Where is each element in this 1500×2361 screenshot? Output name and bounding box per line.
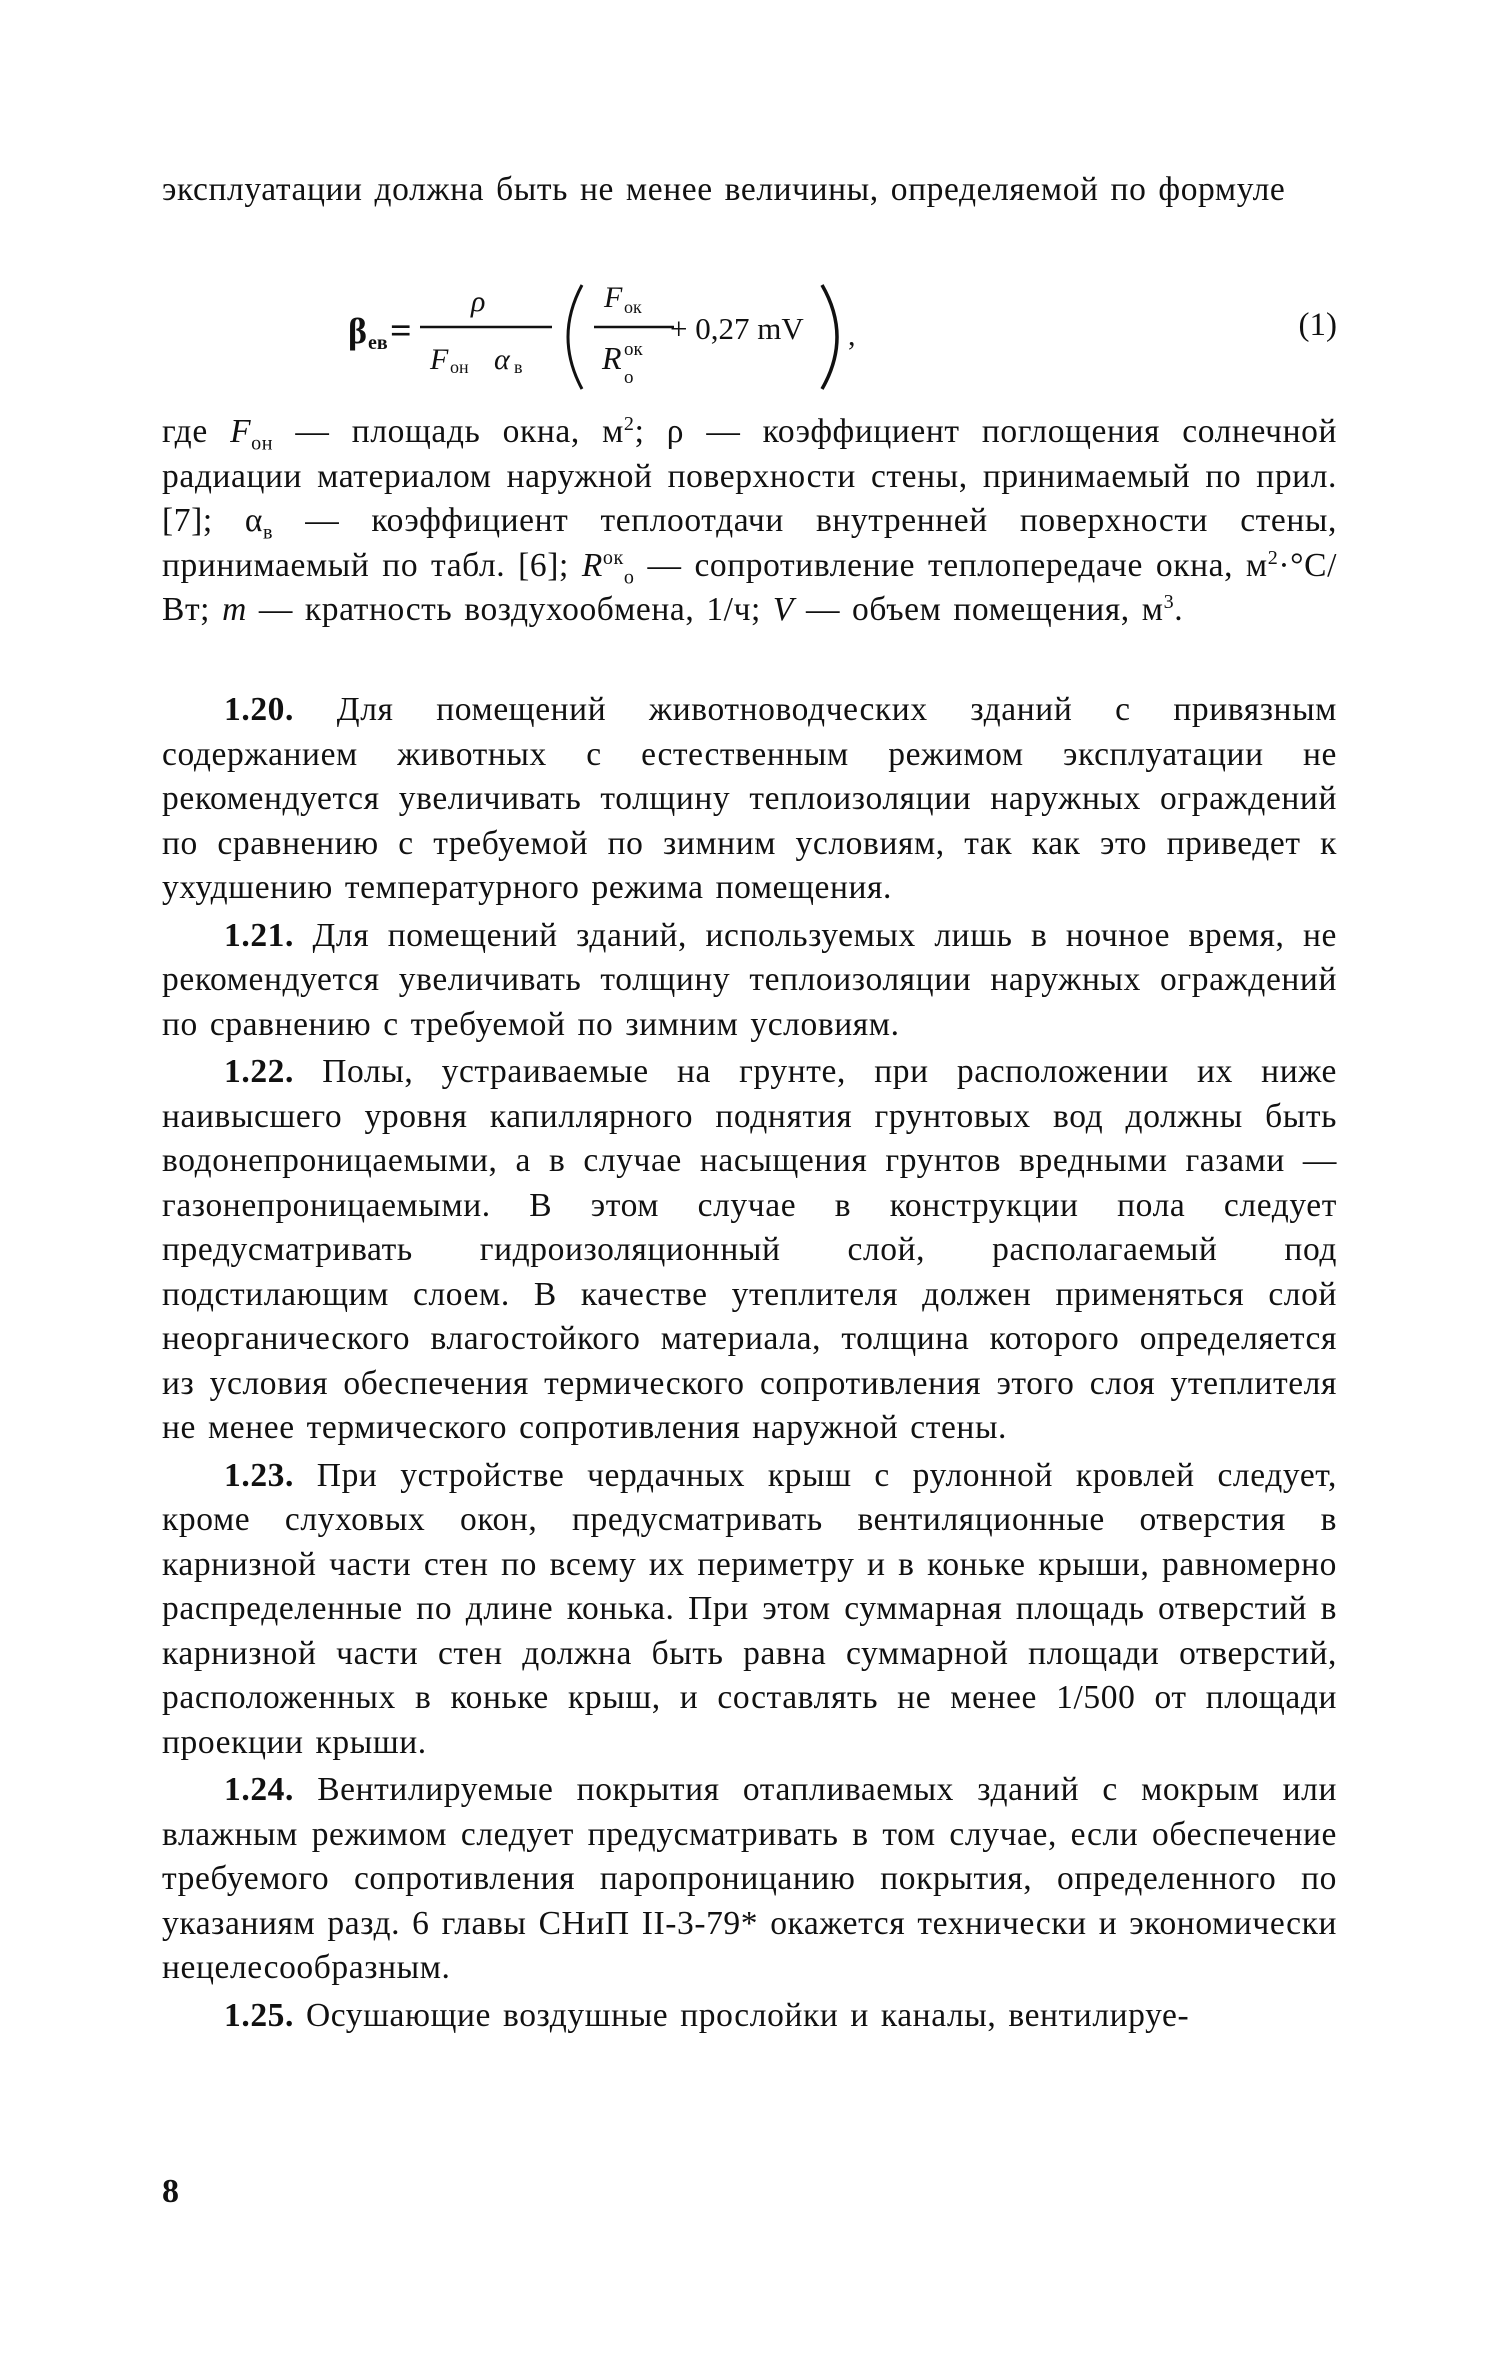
where-text-4: — коэффициент теплоотдачи внутренней поверхности стены, принимаемый по табл. [6];	[162, 502, 1337, 584]
sections-block	[162, 688, 1337, 2041]
where-paragraph	[162, 410, 1337, 633]
where-f-symbol: F	[230, 413, 252, 450]
formula-frac2-den-sub: о	[624, 367, 634, 388]
where-text-7: — кратность воздухообмена, 1/ч;	[246, 591, 773, 628]
formula-number: (1)	[1298, 307, 1337, 343]
section-text: При устройстве чердачных крыш с рулонной кровлей следует, кроме слуховых окон, предусматривать вентиляционные отверстия в карнизной части стен по всему их периметру и в коньке крыши, равномерно распределенные по длине конька. При этом суммарная площадь отверстий в карнизной части стен должна быть равна суммарной площади отверстий, расположенных в коньке крыш, и составлять не менее 1/500 от площади проекции крыши.	[162, 1456, 1337, 1761]
where-r-symbol: R	[581, 546, 603, 584]
where-text-1: где	[162, 413, 231, 450]
section-number: 1.23.	[224, 1456, 294, 1494]
page-number: 8	[162, 2173, 179, 2210]
formula-frac1-den-a: F	[430, 343, 449, 376]
where-v-symbol: V	[772, 591, 794, 628]
formula-frac1-den-b-sub: в	[514, 357, 523, 377]
formula-right-paren	[822, 285, 837, 389]
where-text-9: .	[1174, 591, 1184, 628]
formula-lhs: β	[348, 311, 367, 351]
section-text: Осушающие воздушные прослойки и каналы, вентилируе-	[294, 1996, 1190, 2034]
formula-frac2-num: F	[604, 281, 623, 314]
formula-lhs-sub: ев	[368, 332, 388, 354]
where-text-2: — площадь окна, м	[273, 413, 624, 450]
section-number: 1.25.	[224, 1996, 294, 2034]
formula-frac2-den: R	[602, 340, 622, 376]
intro-paragraph	[162, 168, 1337, 213]
formula-equals: =	[390, 310, 412, 352]
formula-left-paren	[568, 285, 582, 389]
formula-frac1-den-a-sub: он	[450, 357, 469, 377]
section-number: 1.24.	[224, 1771, 294, 1808]
formula-trailing-comma: ,	[848, 319, 856, 352]
section-number: 1.21.	[224, 916, 294, 954]
where-text-3: ; ρ — коэффициент поглощения солнечной радиации материалом наружной поверхности стены, принимаемый по прил. [7]; α	[162, 413, 1337, 539]
section-text: Вентилируемые покрытия отапливаемых зданий с мокрым или влажным режимом следует предусматривать в том случае, если обеспечение требуемого сопротивления паропроницанию покрытия, определенного по указаниям разд. 6 главы СНиП II-3-79* окажется технически и экономически нецелесообразным.	[162, 1771, 1337, 1986]
formula-frac1-den-b: α	[494, 343, 510, 376]
formula-frac2-num-sub: ок	[624, 297, 642, 317]
section-number: 1.20.	[224, 691, 294, 728]
section-text: Полы, устраиваемые на грунте, при расположении их ниже наивысшего уровня капиллярного поднятия грунтовых вод должны быть водонепроницаемыми, а в случае насыщения грунтов вредными газами — газонепроницаемыми. В этом случае в конструкции пола следует предусматривать гидроизоляционный слой, располагаемый под подстилающим слоем. В качестве утеплителя должен применяться слой неорганического влагостойкого материала, толщина которого определяется из условия обеспечения термического сопротивления этого слоя утеплителя не менее термического сопротивления наружной стены.	[162, 1053, 1337, 1446]
where-alpha-sub: в	[263, 521, 274, 544]
where-f-sub: он	[251, 432, 274, 455]
where-sup-2b: 2	[1267, 546, 1279, 569]
section-number: 1.22.	[224, 1053, 294, 1090]
section-text: Для помещений зданий, используемых лишь в ночное время, не рекомендуется увеличивать толщину теплоизоляции наружных ограждений по сравнению с требуемой по зимним условиям.	[162, 916, 1337, 1043]
section-1-23	[162, 1454, 1337, 1766]
formula-frac1-num: ρ	[471, 285, 486, 318]
where-m-symbol: m	[222, 591, 247, 628]
where-text-8: — объем помещения, м	[794, 591, 1164, 628]
formula-plus-term: + 0,27 mV	[670, 311, 804, 346]
formula-frac2-den-sup: ок	[624, 339, 643, 360]
where-text-6: ·°C/Вт;	[162, 546, 1337, 628]
section-1-24	[162, 1768, 1337, 1991]
intro-text: эксплуатации должна быть не менее величины, определяемой по формуле	[162, 171, 1286, 208]
where-r-sup: ок	[602, 546, 624, 569]
section-text: Для помещений животноводческих зданий с привязным содержанием животных с естественным режимом эксплуатации не рекомендуется увеличивать толщину теплоизоляции наружных ограждений по сравнению с требуемой по зимним условиям, так как это приведет к ухудшению температурного режима помещения.	[162, 691, 1337, 906]
where-r-sub: о	[623, 566, 635, 589]
where-text-5: — сопротивление теплопередаче окна, м	[634, 546, 1268, 584]
where-sup-3: 3	[1163, 590, 1175, 613]
section-1-22	[162, 1050, 1337, 1451]
formula-1	[162, 265, 1337, 395]
section-1-25	[162, 1994, 1337, 2039]
where-sup-2a: 2	[623, 412, 635, 435]
section-1-20	[162, 688, 1337, 911]
section-1-21	[162, 914, 1337, 1048]
